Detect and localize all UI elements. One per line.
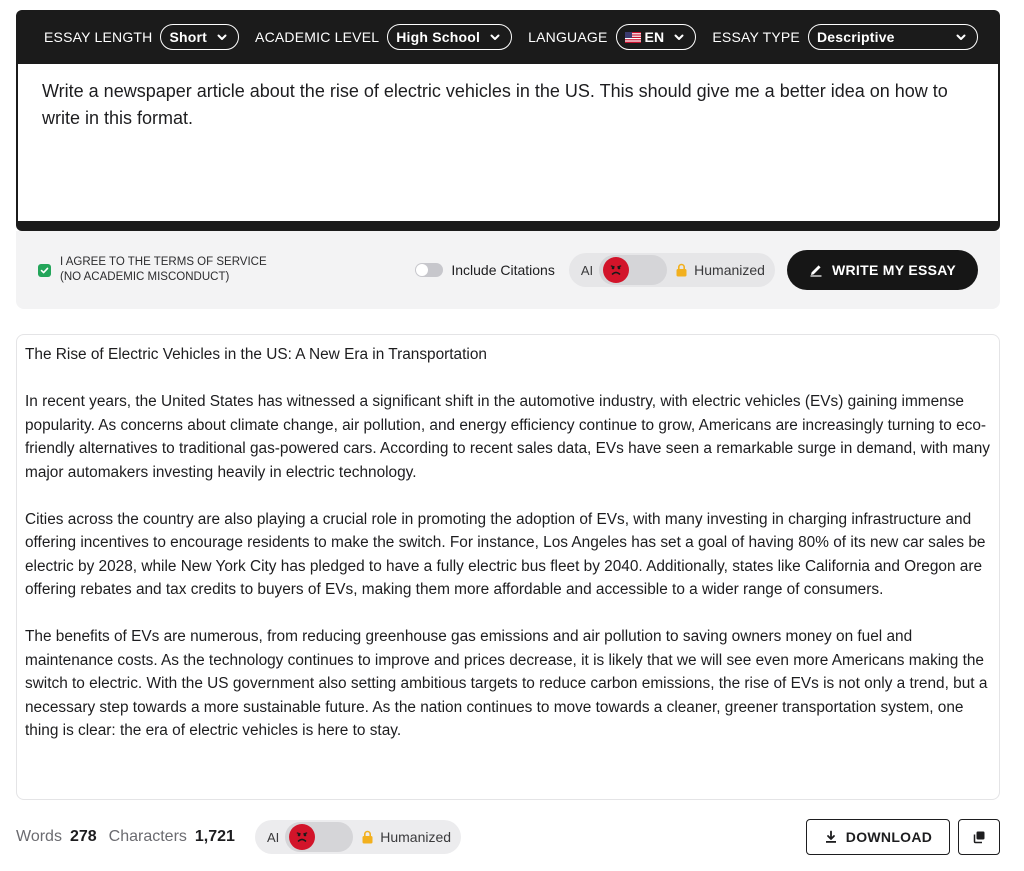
copy-button[interactable] [958,819,1000,855]
words-value: 278 [69,828,97,845]
essay-length-label: ESSAY LENGTH [44,29,153,45]
characters-label: Characters [108,828,187,845]
ai-humanized-indicator[interactable] [255,820,461,854]
terms-agreement[interactable] [38,255,267,285]
us-flag-icon [625,32,641,43]
essay-type-label: ESSAY TYPE [712,29,800,45]
ai-label: AI [580,262,594,278]
include-citations-control[interactable] [415,262,555,278]
sad-face-icon[interactable] [603,257,629,283]
humanize-slider-track[interactable] [599,255,667,285]
essay-type-select[interactable] [808,24,978,50]
terms-label-line2: (NO ACADEMIC MISCONDUCT) [60,271,230,283]
word-count [16,828,97,846]
language-select[interactable] [616,24,697,50]
essay-title: The Rise of Electric Vehicles in the US: A New Era in Transportation [25,346,487,363]
options-bar [16,231,1000,309]
essay-length-value: Short [169,29,208,45]
download-button[interactable] [806,819,950,855]
ai-label: AI [266,829,280,845]
essay-length-select[interactable] [160,24,239,50]
essay-output[interactable] [16,334,1000,800]
essay-footer [16,818,1000,856]
download-label: DOWNLOAD [845,829,933,845]
humanized-label: Humanized [694,262,765,278]
characters-value: 1,721 [194,828,235,845]
lock-icon [675,263,688,277]
ai-humanized-slider[interactable] [569,253,775,287]
language-group [528,24,696,50]
citations-label: Include Citations [451,262,555,278]
chevron-down-icon [954,30,968,44]
editor-toolbar [16,10,1000,64]
humanized-label: Humanized [380,829,452,845]
language-label: LANGUAGE [528,29,608,45]
lock-icon [361,830,374,844]
essay-type-value: Descriptive [816,29,895,45]
academic-level-select[interactable] [387,24,512,50]
academic-level-label: ACADEMIC LEVEL [255,29,380,45]
humanize-slider-track[interactable] [285,822,353,852]
academic-level-value: High School [396,29,481,45]
terms-label-line1: I AGREE TO THE TERMS OF SERVICE [60,256,267,268]
download-icon [824,830,838,844]
chevron-down-icon [488,30,502,44]
essay-paragraph: The benefits of EVs are numerous, from reducing greenhouse gas emissions and air pollution to saving owners money on fuel and maintenance costs. As the technology continues to improve and prices decrease, it is likely that we will see even more Americans making the switch to electric. With the US government also setting ambitious targets to reduce carbon emissions, the rise of EVs is not only a trend, but a necessary step towards a more sustainable future. As the nation continues to move towards a cleaner, greener transportation system, one thing is clear: the era of electric vehicles is here to stay. [25,628,988,739]
terms-checkbox[interactable] [38,264,51,277]
write-my-essay-label: WRITE MY ESSAY [831,262,956,278]
essay-paragraph: Cities across the country are also playing a crucial role in promoting the adoption of EVs, with many investing in charging infrastructure and offering incentives to encourage residents to make the switch. For instance, Los Angeles has set a goal of having 80% of its new car sales be electric by 2028, while New York City has pledged to have a fully electric bus fleet by 2040. Additionally, states like California and Oregon are offering rebates and tax credits to buyers of EVs, making them more affordable and accessible to a wider range of consumers. [25,510,986,598]
chevron-down-icon [215,30,229,44]
essay-length-group [44,24,239,50]
essay-type-group [712,24,978,50]
essay-editor-card [16,10,1000,231]
copy-icon [972,830,986,844]
sad-face-icon[interactable] [289,824,315,850]
citations-toggle[interactable] [415,263,443,277]
chevron-down-icon [672,30,686,44]
pencil-icon [809,263,823,277]
terms-label [60,255,267,285]
prompt-textarea[interactable]: Write a newspaper article about the rise of electric vehicles in the US. This should give me a better idea on how to write in this format. [18,64,998,221]
write-my-essay-button[interactable] [787,250,978,290]
language-value: EN [644,29,665,45]
checkmark-icon [40,266,49,275]
words-label: Words [16,828,62,845]
essay-paragraph: In recent years, the United States has witnessed a significant shift in the automotive industry, with electric vehicles (EVs) gaining immense popularity. As concerns about climate change, air pollution, and energy efficiency continue to grow, Americans are increasingly turning to eco-friendly alternatives to traditional gas-powered cars. According to recent sales data, EVs have seen a remarkable surge in demand, with many major automakers investing heavily in electric technology. [25,393,990,481]
academic-level-group [255,24,512,50]
character-count [109,828,235,846]
